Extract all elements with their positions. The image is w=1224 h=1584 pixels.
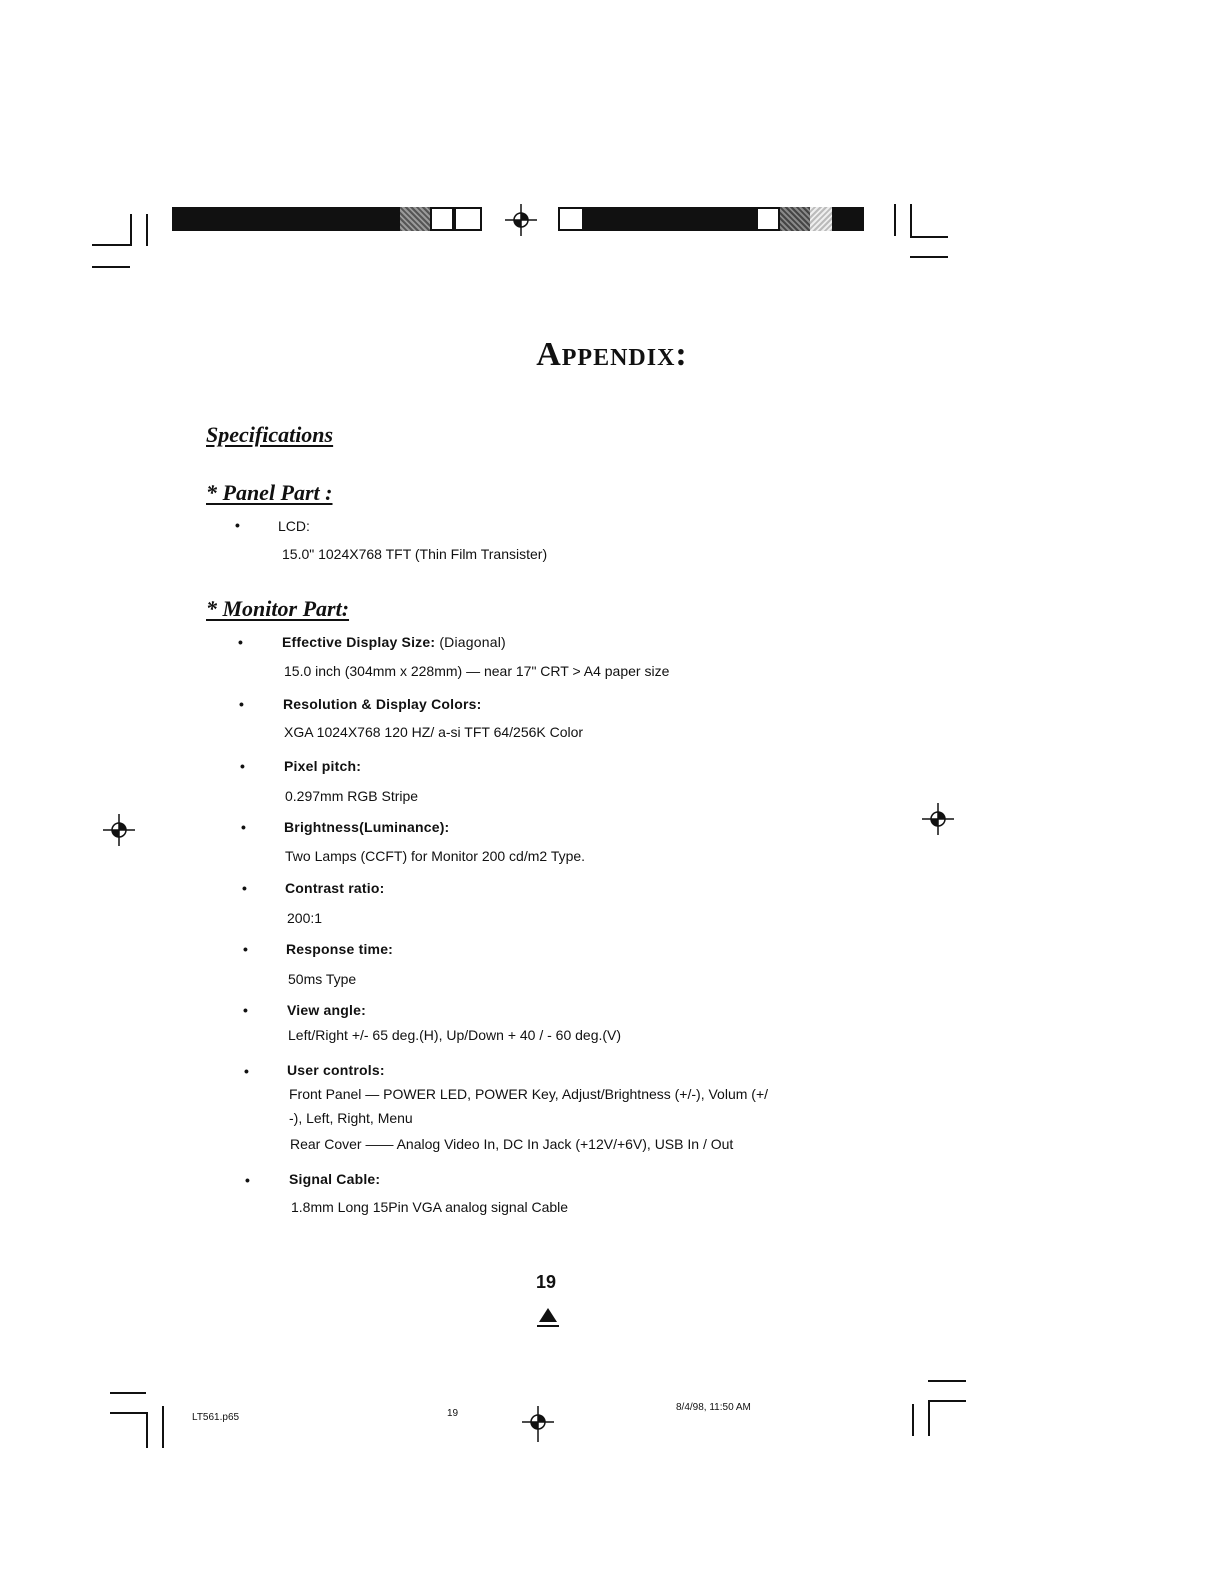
section-heading-specifications: Specifications [206,422,334,447]
crop-mark-top-right-v2 [910,204,912,236]
lcd-value: 15.0" 1024X768 TFT (Thin Film Transister) [282,546,548,562]
list-bullet: • [245,1172,250,1188]
registration-box-4 [756,207,780,231]
crop-mark-top-left-h [92,244,130,246]
spec-label-pixel-pitch: Pixel pitch: [284,758,362,774]
footer-date: 8/4/98, 11:50 AM [676,1402,751,1413]
list-bullet: • [238,634,243,650]
registration-grey-right [780,207,810,231]
spec-label-extra: (Diagonal) [439,634,506,650]
spec-label-signal-cable: Signal Cable: [289,1171,381,1187]
crop-mark-bottom-right-v2 [928,1400,930,1436]
list-bullet: • [243,1002,248,1018]
list-bullet: • [242,880,247,896]
triangle-marker-icon [535,1306,561,1328]
crop-mark-top-right-h2 [910,256,948,258]
page-title: Appendix: [536,336,688,373]
spec-value-user-controls-rear: Rear Cover —— Analog Video In, DC In Jack (+12V/+6V), USB In / Out [290,1136,734,1152]
registration-bar-left [172,207,400,231]
spec-value-pixel-pitch: 0.297mm RGB Stripe [285,788,419,804]
registration-box-2 [454,207,482,231]
list-bullet: • [240,758,245,774]
crop-mark-bottom-right-h [928,1380,966,1382]
spec-label-user-controls: User controls: [287,1062,385,1078]
crop-mark-top-left-v1 [130,214,132,246]
crop-mark-top-left-v2 [146,214,148,246]
crop-mark-top-right-h [910,236,948,238]
page-number: 19 [536,1272,557,1292]
footer-filename: LT561.p65 [192,1412,240,1423]
crop-mark-top-right-v1 [894,204,896,236]
spec-label-response-time: Response time: [286,941,394,957]
crop-mark-bottom-right-v1 [912,1404,914,1436]
spec-label-display-size [282,634,506,650]
crop-mark-bottom-right-h2 [928,1400,966,1402]
registration-crosshair-left-icon [103,814,135,846]
spec-label-resolution: Resolution & Display Colors: [283,696,482,712]
monitor-part-heading: * Monitor Part: [206,596,350,621]
spec-value-response-time: 50ms Type [288,971,357,987]
registration-grey-left [400,207,430,231]
registration-bar-right-end [832,207,864,231]
spec-value-user-controls-front-cont: -), Left, Right, Menu [289,1110,413,1126]
registration-grey-right2 [810,207,832,231]
registration-crosshair-right-icon [922,803,954,835]
lcd-label: LCD: [278,518,310,534]
spec-value-user-controls-front: Front Panel — POWER LED, POWER Key, Adjust/Brightness (+/-), Volum (+/ [289,1086,769,1102]
footer-page: 19 [447,1408,459,1419]
registration-box-3 [558,207,584,231]
list-bullet: • [239,696,244,712]
registration-crosshair-icon [505,204,537,236]
registration-crosshair-bottom-icon [522,1406,554,1442]
crop-mark-bottom-left-h [110,1392,146,1394]
spec-label-contrast: Contrast ratio: [285,880,385,896]
list-bullet: • [243,941,248,957]
spec-value-display-size: 15.0 inch (304mm x 228mm) — near 17" CRT > A4 paper size [284,663,670,679]
spec-value-brightness: Two Lamps (CCFT) for Monitor 200 cd/m2 Type. [285,848,586,864]
panel-part-heading: * Panel Part : [206,480,333,505]
list-bullet: • [244,1063,249,1079]
list-bullet: • [241,819,246,835]
spec-label-text: Effective Display Size: [282,634,436,650]
spec-value-resolution: XGA 1024X768 120 HZ/ a-si TFT 64/256K Color [284,724,584,740]
spec-label-brightness: Brightness(Luminance): [284,819,450,835]
spec-value-signal-cable: 1.8mm Long 15Pin VGA analog signal Cable [291,1199,569,1215]
crop-mark-bottom-left-h2 [110,1412,148,1414]
crop-mark-top-left-h2 [92,266,130,268]
crop-mark-bottom-left-v2 [162,1406,164,1448]
list-bullet: • [235,517,240,533]
crop-mark-bottom-left-v1 [146,1412,148,1448]
registration-bar-right [584,207,756,231]
spec-value-contrast: 200:1 [287,910,323,926]
spec-value-view-angle: Left/Right +/- 65 deg.(H), Up/Down + 40 / - 60 deg.(V) [288,1027,622,1043]
registration-box-1 [430,207,454,231]
spec-label-view-angle: View angle: [287,1002,366,1018]
